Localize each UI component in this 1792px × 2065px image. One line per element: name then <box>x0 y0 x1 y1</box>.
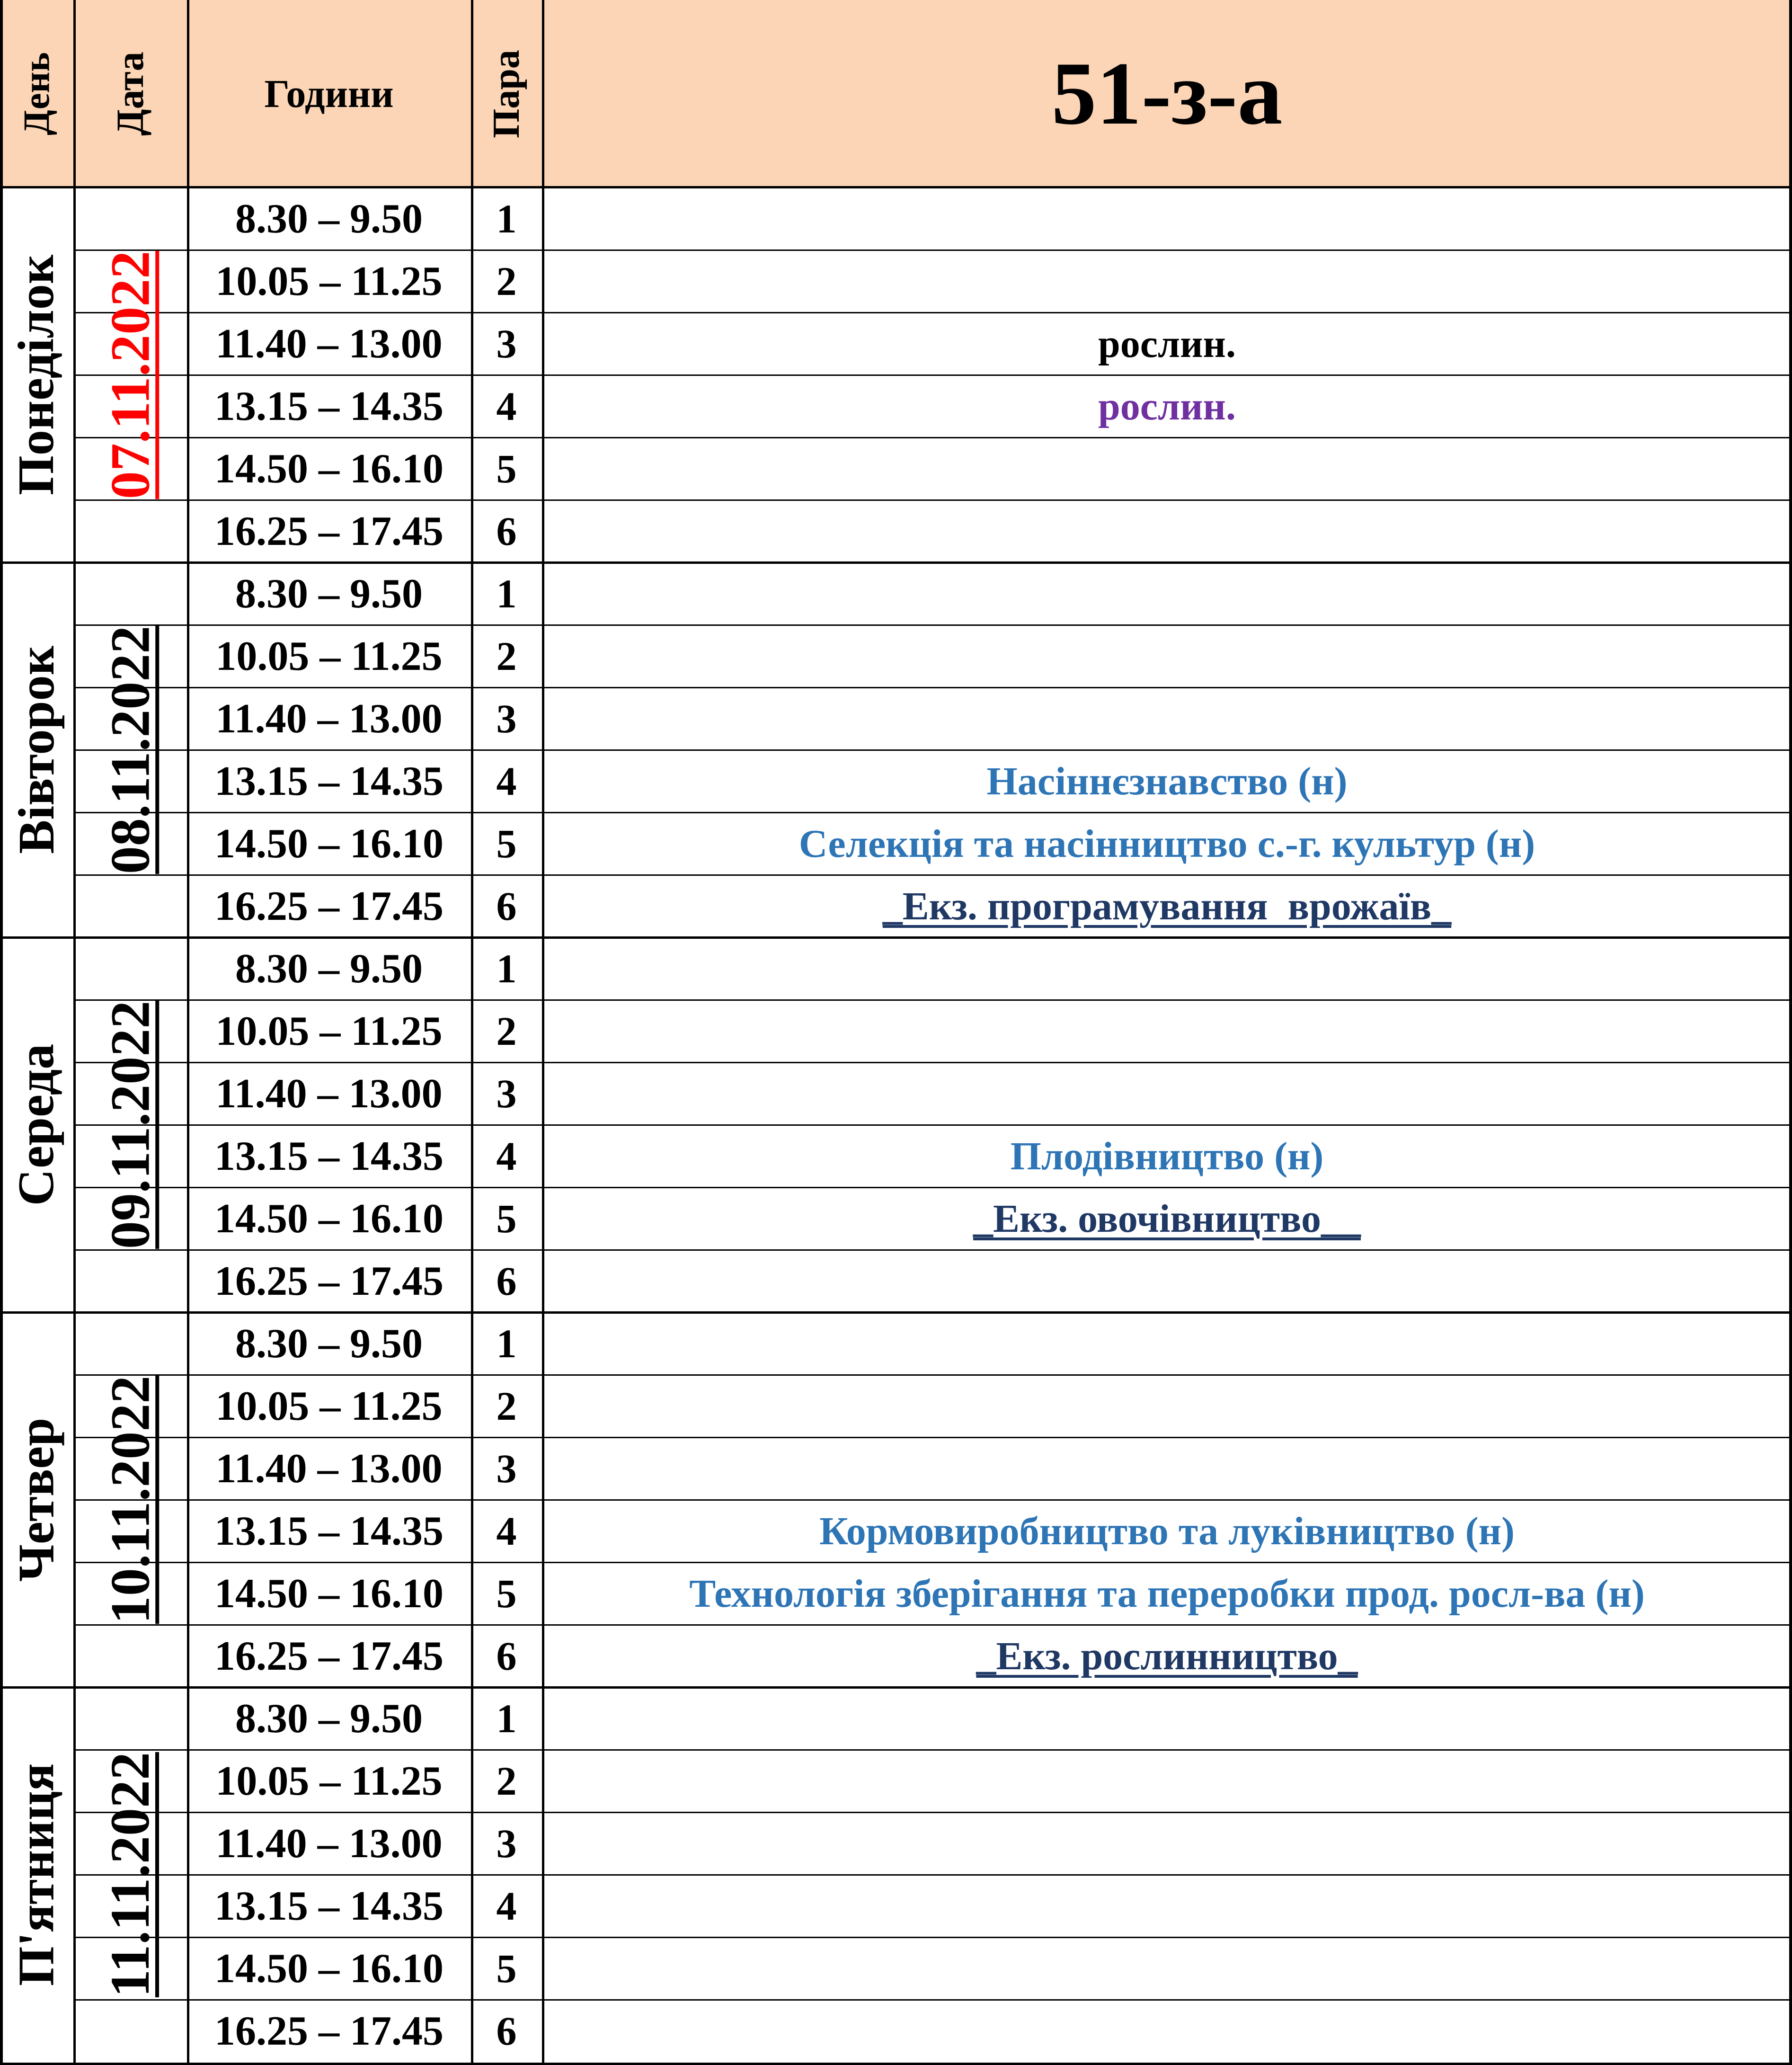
date-cell <box>73 1312 187 1687</box>
time-slot: 16.25 – 17.45 <box>214 2008 444 2054</box>
pair-number: 1 <box>496 196 517 241</box>
date-cell <box>73 187 187 562</box>
subject-cell <box>542 1187 1792 1250</box>
day-name-cell <box>0 1687 73 2062</box>
day-name: Четвер <box>8 1417 65 1582</box>
pair-number: 4 <box>496 383 517 429</box>
time-slot: 11.40 – 13.00 <box>215 695 443 742</box>
pair-number: 5 <box>496 1571 517 1616</box>
date-cell <box>73 562 187 937</box>
day-name: Середа <box>8 1043 65 1206</box>
pair-number: 6 <box>496 2008 517 2054</box>
time-slot: 14.50 – 16.10 <box>214 445 444 492</box>
time-slot: 10.05 – 11.25 <box>215 1758 443 1804</box>
pair-number: 4 <box>496 758 517 804</box>
time-slot: 11.40 – 13.00 <box>215 320 443 367</box>
table-bottom-border <box>0 2063 1792 2065</box>
subject-cell <box>542 812 1792 875</box>
time-slot: 13.15 – 14.35 <box>214 1133 444 1179</box>
day-name: Вівторок <box>8 646 65 854</box>
time-slot: 16.25 – 17.45 <box>214 883 444 929</box>
subject-cell <box>542 375 1792 437</box>
subject-cell <box>542 1500 1792 1562</box>
time-slot: 16.25 – 17.45 <box>214 508 444 554</box>
time-slot: 13.15 – 14.35 <box>214 1883 444 1929</box>
date-value: 10.11.2022 <box>99 1375 161 1624</box>
pair-number: 1 <box>496 946 517 991</box>
pair-number: 5 <box>496 1946 517 1991</box>
subject-entry: Кормовиробництво та луківництво (н) <box>819 1509 1515 1553</box>
pair-number: 3 <box>496 696 517 741</box>
pair-number: 2 <box>496 258 517 304</box>
subject-cell <box>542 875 1792 937</box>
exam-entry: _Екз. програмування врожаїв_ <box>882 884 1452 928</box>
pair-number: 2 <box>496 1383 517 1429</box>
time-slot: 8.30 – 9.50 <box>235 1695 423 1742</box>
subject-entry: Технологія зберігання та переробки прод. росл-ва (н) <box>689 1571 1645 1616</box>
subject-entry: Селекція та насінництво с.-г. культур (н) <box>798 821 1535 866</box>
time-slot: 10.05 – 11.25 <box>215 1383 443 1429</box>
day-name: Понеділок <box>8 254 65 496</box>
subject-entry: рослин. <box>1098 384 1236 428</box>
time-slot: 13.15 – 14.35 <box>214 383 444 429</box>
pair-number: 6 <box>496 508 517 554</box>
pair-number: 3 <box>496 1071 517 1116</box>
pair-number: 3 <box>496 1446 517 1491</box>
pair-number: 3 <box>496 321 517 366</box>
time-slot: 14.50 – 16.10 <box>214 1195 444 1242</box>
pair-number: 5 <box>496 1196 517 1241</box>
pair-number: 4 <box>496 1133 517 1179</box>
header-hours: Години <box>264 71 394 116</box>
pair-number: 6 <box>496 1258 517 1304</box>
time-slot: 16.25 – 17.45 <box>214 1258 444 1304</box>
subject-cell <box>542 1625 1792 1687</box>
header-day: День <box>16 52 57 135</box>
date-cell <box>73 1687 187 2062</box>
time-slot: 14.50 – 16.10 <box>214 820 444 867</box>
time-slot: 8.30 – 9.50 <box>235 1320 423 1367</box>
time-slot: 11.40 – 13.00 <box>215 1070 443 1117</box>
column-divider <box>1789 0 1792 2065</box>
subject-cell <box>542 1562 1792 1625</box>
pair-number: 5 <box>496 446 517 491</box>
subject-cell <box>542 312 1792 375</box>
group-title: 51-з-а <box>1051 44 1283 143</box>
pair-number: 1 <box>496 571 517 616</box>
pair-number: 2 <box>496 1008 517 1054</box>
pair-number: 2 <box>496 1758 517 1804</box>
time-slot: 10.05 – 11.25 <box>215 1008 443 1054</box>
exam-entry: _Екз. овочівництво__ <box>973 1196 1361 1241</box>
time-slot: 13.15 – 14.35 <box>214 758 444 804</box>
date-value: 11.11.2022 <box>99 1752 161 1997</box>
subject-cell <box>542 750 1792 812</box>
date-value: 09.11.2022 <box>99 1000 161 1249</box>
header-date: Дата <box>108 52 151 136</box>
pair-number: 6 <box>496 1633 517 1679</box>
column-divider <box>542 0 544 2065</box>
time-slot: 11.40 – 13.00 <box>215 1820 443 1867</box>
subject-entry: рослин. <box>1098 321 1236 366</box>
subject-cell <box>542 1125 1792 1187</box>
pair-number: 4 <box>496 1883 517 1929</box>
time-slot: 13.15 – 14.35 <box>214 1508 444 1554</box>
subject-entry: Насіннєзнавство (н) <box>986 759 1348 803</box>
date-value: 07.11.2022 <box>99 250 161 499</box>
time-slot: 10.05 – 11.25 <box>215 258 443 304</box>
time-slot: 14.50 – 16.10 <box>214 1945 444 1992</box>
day-name-cell <box>0 187 73 562</box>
pair-number: 4 <box>496 1508 517 1554</box>
time-slot: 14.50 – 16.10 <box>214 1570 444 1617</box>
day-name-cell <box>0 937 73 1312</box>
pair-number: 3 <box>496 1821 517 1866</box>
exam-entry: _Екз. рослинництво_ <box>976 1634 1358 1678</box>
day-name-cell <box>0 562 73 937</box>
pair-number: 1 <box>496 1696 517 1741</box>
time-slot: 8.30 – 9.50 <box>235 196 423 242</box>
date-cell <box>73 937 187 1312</box>
time-slot: 10.05 – 11.25 <box>215 633 443 679</box>
subject-entry: Плодівництво (н) <box>1010 1134 1324 1178</box>
pair-number: 6 <box>496 883 517 929</box>
time-slot: 8.30 – 9.50 <box>235 570 423 617</box>
pair-number: 1 <box>496 1321 517 1366</box>
time-slot: 16.25 – 17.45 <box>214 1633 444 1679</box>
time-slot: 8.30 – 9.50 <box>235 945 423 992</box>
day-name: П'ятниця <box>8 1763 65 1986</box>
pair-number: 5 <box>496 821 517 866</box>
header-pair: Пара <box>485 49 527 138</box>
pair-number: 2 <box>496 633 517 679</box>
time-slot: 11.40 – 13.00 <box>215 1445 443 1492</box>
date-value: 08.11.2022 <box>99 625 161 874</box>
day-name-cell <box>0 1312 73 1687</box>
